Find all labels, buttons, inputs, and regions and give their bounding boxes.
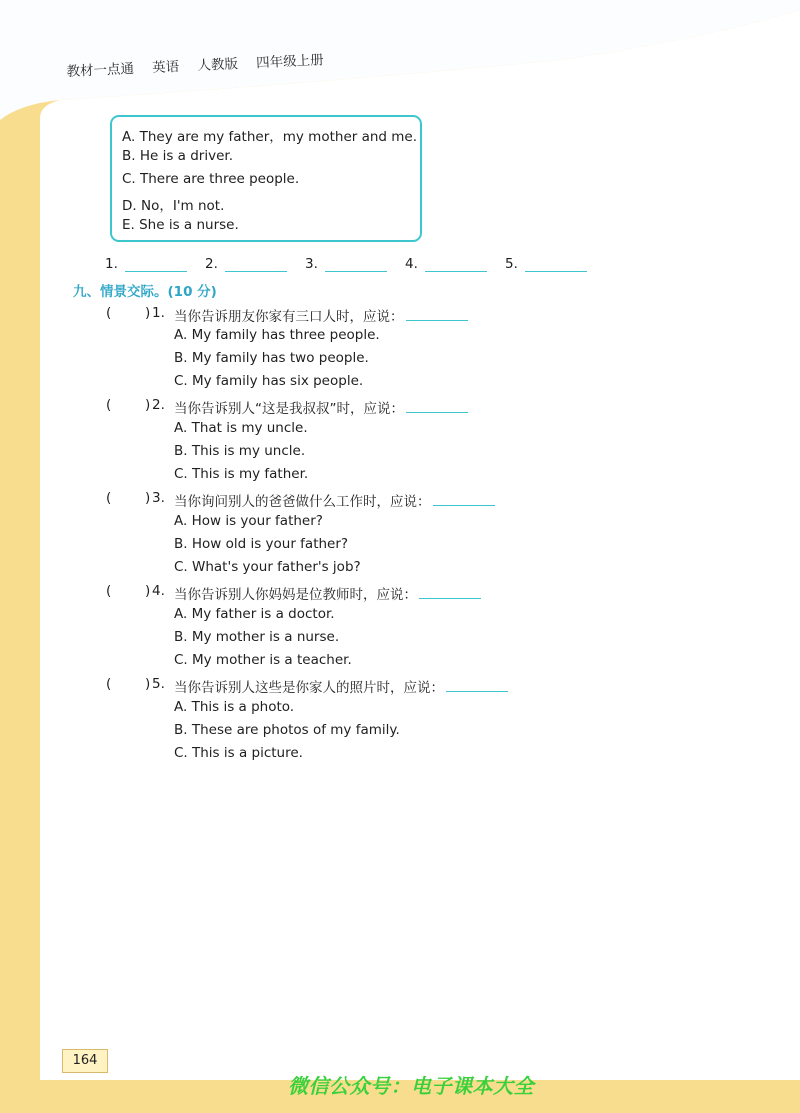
answer-paren-open[interactable]: (: [106, 305, 112, 321]
answer-paren-close[interactable]: ): [145, 397, 151, 413]
option-item: C. What's your father's job?: [174, 559, 361, 575]
answer-paren-open[interactable]: (: [106, 676, 112, 692]
option-item: C. My family has six people.: [174, 373, 364, 389]
option-item: C. This is a picture.: [174, 745, 303, 761]
answer-choices-box: [110, 115, 422, 242]
answer-blank-line[interactable]: [446, 679, 508, 692]
option-item: C. My mother is a teacher.: [174, 652, 352, 668]
answer-blank-line[interactable]: [406, 308, 468, 321]
option-item: B. These are photos of my family.: [174, 722, 400, 738]
question-prompt: [174, 397, 468, 417]
blank-item: [405, 256, 418, 272]
option-item: B. My family has two people.: [174, 350, 369, 366]
question-text: 当你告诉别人你妈妈是位教师时，应说：: [174, 587, 417, 603]
question-text: 当你告诉朋友你家有三口人时，应说：: [174, 309, 404, 325]
question-prompt: [174, 305, 468, 325]
option-item: C. This is my father.: [174, 466, 309, 482]
series-name: 教材一点通: [66, 60, 135, 80]
watermark-text: 微信公众号：电子课本大全: [288, 1074, 534, 1098]
option-item: A. My family has three people.: [174, 327, 380, 343]
answer-blank-line[interactable]: [433, 493, 495, 506]
answer-blank-line[interactable]: [406, 400, 468, 413]
choice-item: E. She is a nurse.: [122, 217, 239, 233]
blank-number: 5.: [505, 256, 518, 272]
blank-item: [105, 256, 118, 272]
question-number: 1.: [152, 305, 165, 321]
blank-item: [205, 256, 218, 272]
option-item: A. That is my uncle.: [174, 420, 308, 436]
choice-item: A. They are my father，my mother and me.: [122, 129, 418, 145]
option-item: B. My mother is a nurse.: [174, 629, 340, 645]
answer-paren-close[interactable]: ): [145, 490, 151, 506]
grade-name: 四年级上册: [255, 52, 325, 72]
section-title: 九、情景交际。(10 分): [73, 284, 217, 300]
subject-name: 英语: [151, 58, 180, 77]
blank-number: 3.: [305, 256, 318, 272]
answer-blank-line[interactable]: [125, 271, 187, 272]
blank-number: 2.: [205, 256, 218, 272]
question-text: 当你告诉别人这些是你家人的照片时，应说：: [174, 680, 444, 696]
answer-paren-close[interactable]: ): [145, 305, 151, 321]
blank-item: [305, 256, 318, 272]
blank-number: 4.: [405, 256, 418, 272]
choice-item: B. He is a driver.: [122, 148, 233, 164]
option-item: A. This is a photo.: [174, 699, 295, 715]
question-number: 3.: [152, 490, 165, 506]
option-item: B. This is my uncle.: [174, 443, 306, 459]
answer-blank-line[interactable]: [419, 586, 481, 599]
question-prompt: [174, 583, 481, 603]
answer-blank-line[interactable]: [325, 271, 387, 272]
question-text: 当你询问别人的爸爸做什么工作时，应说：: [174, 494, 431, 510]
answer-blank-line[interactable]: [225, 271, 287, 272]
answer-paren-close[interactable]: ): [145, 676, 151, 692]
question-prompt: [174, 676, 508, 696]
answer-blank-line[interactable]: [525, 271, 587, 272]
answer-paren-open[interactable]: (: [106, 397, 112, 413]
blank-item: [505, 256, 518, 272]
page-number: 164: [62, 1049, 108, 1073]
choice-item: C. There are three people.: [122, 171, 300, 187]
question-number: 2.: [152, 397, 165, 413]
question-number: 5.: [152, 676, 165, 692]
option-item: A. How is your father?: [174, 513, 323, 529]
option-item: A. My father is a doctor.: [174, 606, 335, 622]
answer-blank-line[interactable]: [425, 271, 487, 272]
question-number: 4.: [152, 583, 165, 599]
option-item: B. How old is your father?: [174, 536, 349, 552]
answer-paren-close[interactable]: ): [145, 583, 151, 599]
question-text: 当你告诉别人“这是我叔叔”时，应说：: [174, 401, 404, 417]
answer-paren-open[interactable]: (: [106, 490, 112, 506]
choice-item: D. No，I'm not.: [122, 198, 225, 214]
question-prompt: [174, 490, 495, 510]
edition-name: 人教版: [197, 56, 239, 75]
answer-paren-open[interactable]: (: [106, 583, 112, 599]
blank-number: 1.: [105, 256, 118, 272]
